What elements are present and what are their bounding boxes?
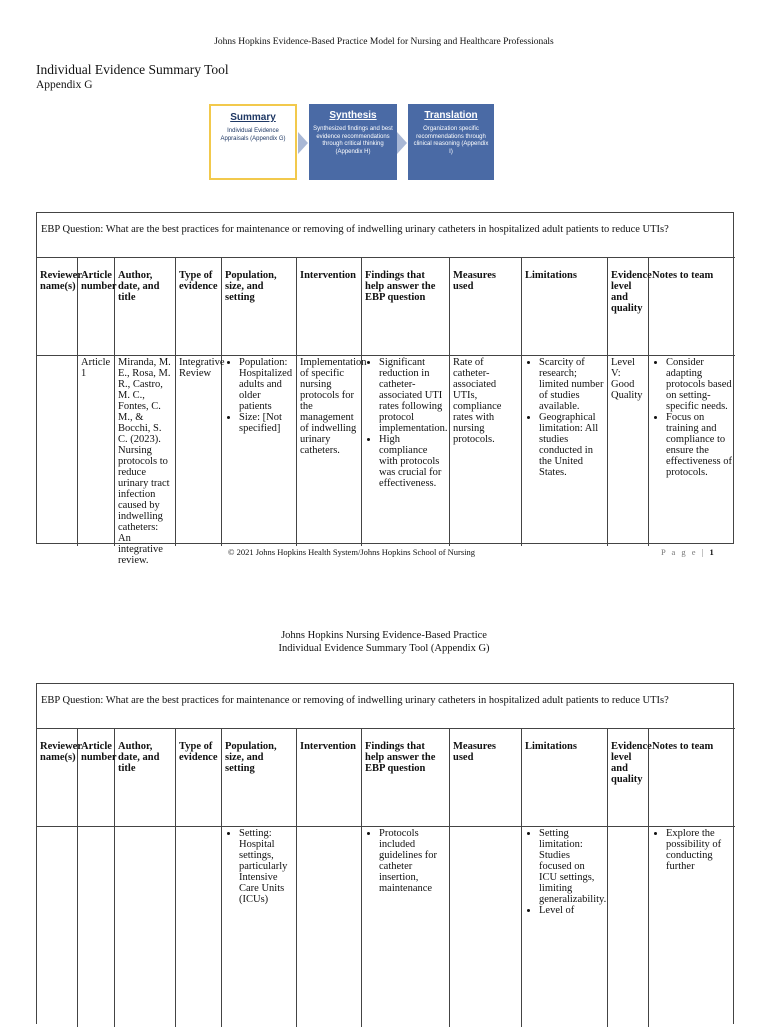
cell-evidence: [608, 827, 649, 1027]
footer-page-number: [661, 547, 714, 557]
model-translation-box: [408, 104, 494, 180]
table-header-row: [37, 257, 735, 356]
col-type: Type of evidence: [176, 729, 222, 827]
translation-heading: Translation: [424, 110, 478, 121]
col-population: Population, size, and setting: [222, 258, 297, 356]
col-population: Population, size, and setting: [222, 729, 297, 827]
col-findings: Findings that help answer the EBP question: [362, 729, 450, 827]
document-title: Individual Evidence Summary Tool: [36, 62, 229, 77]
ebp-question: EBP Question: What are the best practices for maintenance or removing of indwelling urinary catheters in hospitalized adult patients to reduce UTIs?: [41, 224, 669, 235]
page-label: P a g e |: [661, 547, 706, 557]
col-reviewer: Reviewer name(s): [37, 729, 78, 827]
col-intervention: Intervention: [297, 729, 362, 827]
col-author: Author, date, and title: [115, 258, 176, 356]
cell-article: Article 1: [78, 356, 115, 546]
col-notes: Notes to team: [652, 270, 714, 281]
evidence-table-page2: [36, 683, 734, 1024]
page2-header-line2: Individual Evidence Summary Tool (Appendix G): [278, 643, 490, 654]
cell-type: Integrative Review: [176, 356, 222, 546]
col-intervention: Intervention: [297, 258, 362, 356]
page-number: 1: [709, 547, 714, 557]
limitation-item: • Geographical limitation: All studies conducted in the United States.: [539, 412, 604, 478]
cell-measures: Rate of catheter-associated UTIs, compliance rates with nursing protocols.: [450, 356, 522, 546]
population-item: • Population: Hospitalized adults and older patients: [239, 357, 293, 412]
arrow-right-icon: [298, 132, 308, 154]
table-header-row: [37, 728, 735, 827]
col-limitations: Limitations: [522, 258, 608, 356]
col-notes: Notes to team: [652, 741, 714, 752]
cell-type: [176, 827, 222, 1027]
col-evidence: Evidence level and quality: [608, 258, 649, 356]
note-item: • Focus on training and compliance to ensure the effectiveness of protocols.: [666, 412, 732, 478]
cell-evidence: Level V: Good Quality: [608, 356, 649, 546]
document-subtitle: Appendix G: [36, 79, 93, 91]
note-item: • Consider adapting protocols based on setting-specific needs.: [666, 357, 732, 412]
cell-author-cont: [115, 827, 176, 1027]
col-article: Article number: [78, 258, 115, 356]
cell-intervention: Implementation of specific nursing protocols for the management of indwelling urinary catheters.: [297, 356, 362, 546]
finding-item: • Significant reduction in catheter-associated UTI rates following protocol implementation.: [379, 357, 446, 434]
summary-text: Individual Evidence Appraisals (Appendix G): [220, 128, 286, 142]
limitation-item: • Level of: [539, 905, 604, 916]
cell-notes: [649, 356, 735, 546]
ebp-question: EBP Question: What are the best practices for maintenance or removing of indwelling urinary catheters in hospitalized adult patients to reduce UTIs?: [41, 695, 669, 706]
col-author: Author, date, and title: [115, 729, 176, 827]
col-evidence: Evidence level and quality: [608, 729, 649, 827]
cell-limitations-cont: [522, 827, 608, 1027]
col-article: Article number: [78, 729, 115, 827]
limitation-item: • Setting limitation: Studies focused on ICU settings, limiting generalizability.: [539, 828, 604, 905]
population-item: • Setting: Hospital settings, particularly Intensive Care Units (ICUs): [239, 828, 293, 905]
cell-notes-cont: [649, 827, 735, 1027]
cell-population: [222, 356, 297, 546]
translation-text: Organization specific recommendations through clinical reasoning (Appendix I): [413, 126, 489, 155]
population-item: • Size: [Not specified]: [239, 412, 293, 434]
cell-intervention: [297, 827, 362, 1027]
cell-limitations: [522, 356, 608, 546]
cell-article: [78, 827, 115, 1027]
col-measures: Measures used: [450, 258, 522, 356]
finding-item: • High compliance with protocols was crucial for effectiveness.: [379, 434, 446, 489]
cell-population-cont: [222, 827, 297, 1027]
cell-findings: [362, 356, 450, 546]
cell-author: Miranda, M. E., Rosa, M. R., Castro, M. C., Fontes, C. M., & Bocchi, S. C. (2023). Nursing protocols to reduce urinary tract infection caused by indwelling catheters: An integrative review.: [115, 356, 176, 546]
arrow-right-icon: [397, 132, 407, 154]
page2-header-line1: Johns Hopkins Nursing Evidence-Based Practice: [281, 630, 487, 641]
synthesis-heading: Synthesis: [329, 110, 377, 121]
footer-copyright: © 2021 Johns Hopkins Health System/Johns Hopkins School of Nursing: [228, 547, 476, 557]
col-measures: Measures used: [450, 729, 522, 827]
synthesis-text: Synthesized findings and best evidence recommendations through critical thinking (Appendix H): [313, 126, 393, 155]
model-summary-box: [209, 104, 297, 180]
col-reviewer: Reviewer name(s): [37, 258, 78, 356]
note-item: • Explore the possibility of conducting further: [666, 828, 732, 872]
cell-reviewer: [37, 356, 78, 546]
col-limitations: Limitations: [522, 729, 608, 827]
finding-item: • Protocols included guidelines for catheter insertion, maintenance: [379, 828, 446, 894]
cell-findings-cont: [362, 827, 450, 1027]
col-type: Type of evidence: [176, 258, 222, 356]
col-findings: Findings that help answer the EBP question: [362, 258, 450, 356]
limitation-item: • Scarcity of research; limited number of studies available.: [539, 357, 604, 412]
page-header: Johns Hopkins Evidence-Based Practice Model for Nursing and Healthcare Professionals: [214, 37, 554, 47]
cell-measures: [450, 827, 522, 1027]
table-row: [37, 826, 735, 1027]
model-synthesis-box: [309, 104, 397, 180]
cell-reviewer: [37, 827, 78, 1027]
summary-heading: Summary: [230, 112, 276, 123]
